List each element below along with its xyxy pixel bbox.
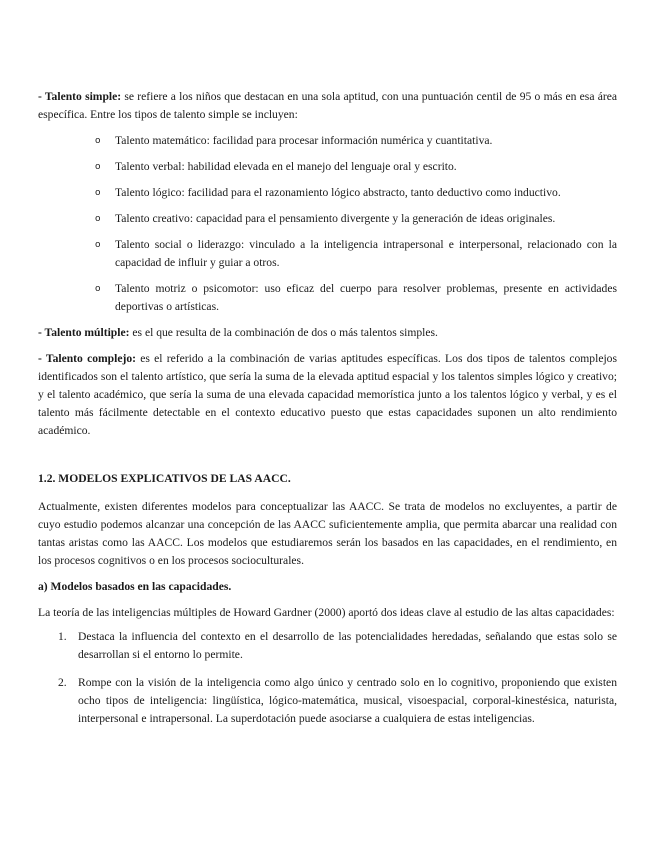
list-item [38,132,617,150]
section-intro: Actualmente, existen diferentes modelos para conceptualizar las AACC. Se trata de modelos no excluyentes, a partir de cuyo estudio podemos alcanzar una concepción de las AACC suficientemente amplia, que permita abarcar una realidad con tantas aristas como las AACC. Los modelos que estudiaremos serán los basados en las capacidades, en el rendimiento, en los procesos cognitivos o en los procesos socioculturales. [38,500,617,567]
list-item-text: Destaca la influencia del contexto en el desarrollo de las potencialidades heredadas, señalando que estas solo se desarrollan si el entorno lo permite. [78,630,617,661]
bullet-marker: o [95,136,101,146]
list-item-text: Talento verbal: habilidad elevada en el manejo del lenguaje oral y escrito. [115,160,457,173]
list-number: 2. [58,676,67,689]
talento-multiple-paragraph [38,324,617,342]
list-item [38,674,617,728]
subheading: a) Modelos basados en las capacidades. [38,580,232,593]
bullet-marker: o [95,214,101,224]
talento-complejo-label: - Talento complejo: [38,352,137,365]
bullet-marker: o [95,284,101,294]
bullet-marker: o [95,240,101,250]
talento-simple-text: se refiere a los niños que destacan en una sola aptitud, con una puntuación centil de 95 o más en esa área específica. Entre los tipos de talento simple se incluyen: [38,90,618,121]
list-item [38,184,617,202]
talento-complejo-paragraph [38,350,617,440]
list-item-text: Talento motriz o psicomotor: uso eficaz del cuerpo para resolver problemas, presente en actividades deportivas o artísticas. [115,282,617,313]
list-item-text: Talento lógico: facilidad para el razonamiento lógico abstracto, tanto deductivo como inductivo. [115,186,561,199]
gardner-points-list [38,628,617,728]
list-item [38,628,617,664]
bullet-marker: o [95,162,101,172]
list-item [38,280,617,316]
list-item-text: Talento creativo: capacidad para el pensamiento divergente y la generación de ideas originales. [115,212,556,225]
talento-simple-paragraph [38,88,617,124]
list-item [38,210,617,228]
list-item [38,158,617,176]
list-number: 1. [58,630,67,643]
simple-types-list [38,132,617,316]
bullet-marker: o [95,188,101,198]
list-item [38,236,617,272]
list-item-text: Talento social o liderazgo: vinculado a la inteligencia intrapersonal e interpersonal, relacionado con la capacidad de influir y guiar a otros. [115,238,617,269]
talento-complejo-text: es el referido a la combinación de varias aptitudes específicas. Los dos tipos de talentos complejos identificados son el talento artístico, que sería la suma de la elevada aptitud espacial y los talentos simples lógico y creativo; y el talento académico, que sería la suma de una elevada capacidad memorística junto a los talentos lógico y verbal, y es el talento más fácilmente detectable en el contexto educativo puesto que estas capacidades suponen un alto rendimiento académico. [38,352,617,437]
talento-multiple-label: - Talento múltiple: [38,326,130,339]
talento-simple-label: - Talento simple: [38,90,122,103]
list-item-text: Rompe con la visión de la inteligencia como algo único y centrado solo en lo cognitivo, proponiendo que existen ocho tipos de inteligencia: lingüística, lógico-matemática, musical, visoespacial, corporal-kinestésica, naturista, interpersonal e intrapersonal. La superdotación puede asociarse a cualquiera de estas inteligencias. [78,676,617,725]
gardner-intro: La teoría de las inteligencias múltiples de Howard Gardner (2000) aportó dos ideas clave al estudio de las altas capacidades: [38,606,615,619]
list-item-text: Talento matemático: facilidad para procesar información numérica y cuantitativa. [115,134,493,147]
section-heading: 1.2. MODELOS EXPLICATIVOS DE LAS AACC. [38,472,291,485]
talento-multiple-text: es el que resulta de la combinación de dos o más talentos simples. [129,326,438,339]
